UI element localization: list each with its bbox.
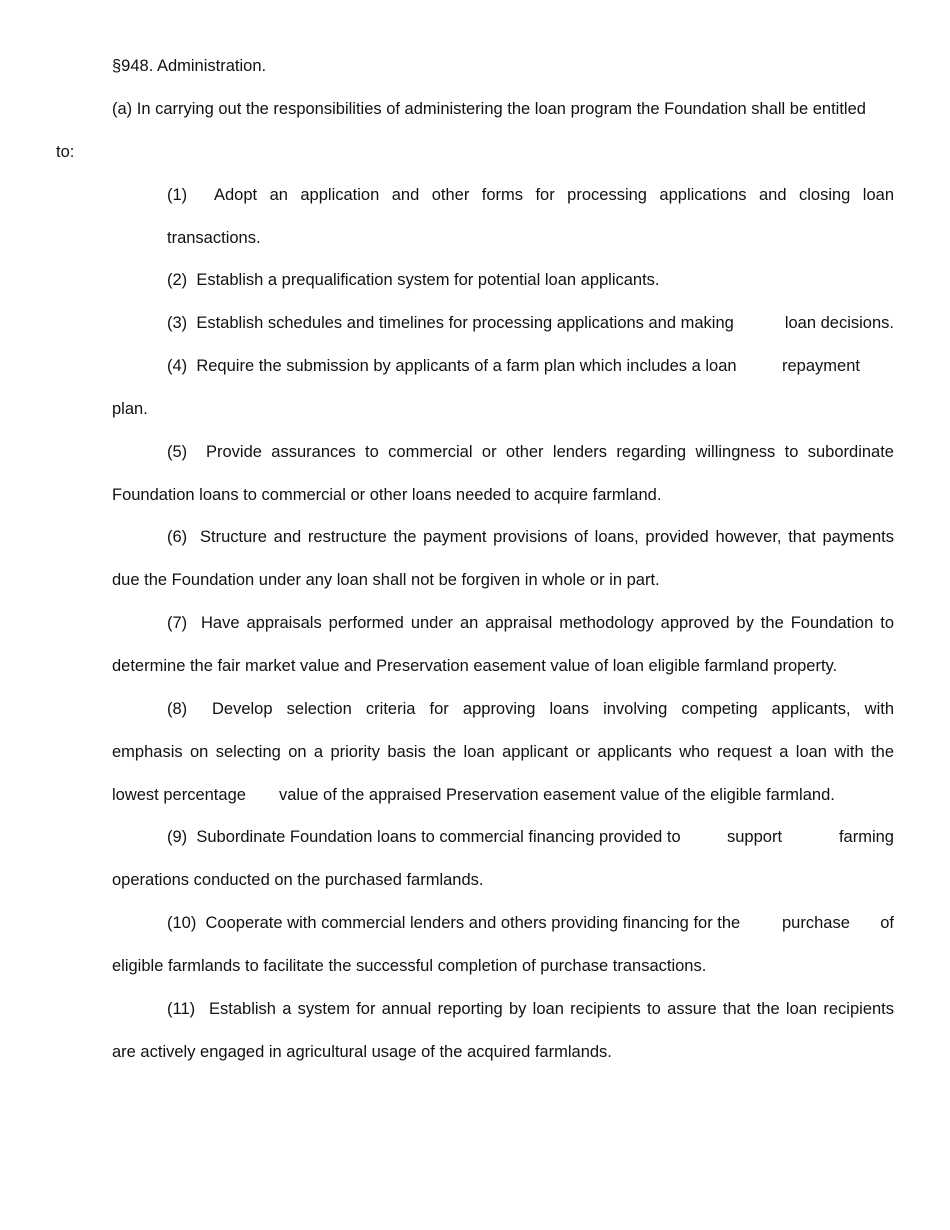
item-3-text-b: loan decisions.: [784, 314, 894, 332]
item-4-text-b: repayment: [782, 357, 860, 375]
item-8-label: (8): [167, 700, 188, 718]
item-11-line-2: are actively engaged in agricultural usage of the acquired farmlands.: [112, 1043, 612, 1061]
item-4-text-a: Require the submission by applicants of a farm plan which includes a loan: [196, 357, 737, 375]
section-heading: §948. Administration.: [112, 57, 267, 75]
item-1-line-2: transactions.: [167, 229, 261, 247]
item-9-text-b: support: [727, 828, 783, 846]
item-10-text-b: purchase: [782, 914, 850, 932]
item-5-text: Provide assurances to commercial or other lenders regarding willingness to subordinate: [206, 443, 894, 461]
item-4-label: (4): [167, 357, 188, 375]
item-7-label: (7): [167, 614, 188, 632]
item-4-line-2: plan.: [112, 400, 148, 418]
item-11-label: (11): [167, 1000, 196, 1018]
intro-line-2: to:: [56, 143, 75, 161]
item-10-text-c: of: [880, 914, 894, 932]
item-2-line-1: [167, 270, 660, 290]
item-3-line-1: [167, 313, 894, 333]
item-7-line-2: determine the fair market value and Preservation easement value of loan eligible farmland property.: [112, 657, 838, 675]
item-6-line-1: [167, 527, 894, 547]
item-10-label: (10): [167, 914, 197, 932]
item-8-text: Develop selection criteria for approving loans involving competing applicants, with: [212, 700, 894, 718]
item-9-text-c: farming: [838, 828, 894, 846]
item-6-label: (6): [167, 528, 188, 546]
item-2-text: Establish a prequalification system for potential loan applicants.: [196, 271, 660, 289]
item-7-text: Have appraisals performed under an appraisal methodology approved by the Foundation to: [201, 614, 894, 632]
item-9-line-1: [167, 827, 894, 847]
item-4-line-1: [167, 356, 894, 376]
item-10-line-2: eligible farmlands to facilitate the successful completion of purchase transactions.: [112, 957, 707, 975]
item-5-line-1: [167, 442, 894, 462]
intro-line-1: (a) In carrying out the responsibilities of administering the loan program the Foundation shall be entitled: [112, 100, 866, 118]
item-8-line-3: [112, 785, 894, 805]
item-8-text-3a: lowest percentage: [112, 786, 246, 804]
item-5-line-2: Foundation loans to commercial or other loans needed to acquire farmland.: [112, 486, 662, 504]
item-1-label: (1): [167, 186, 188, 204]
item-10-text-a: Cooperate with commercial lenders and others providing financing for the: [205, 914, 741, 932]
item-2-label: (2): [167, 271, 188, 289]
item-8-line-2: emphasis on selecting on a priority basis the loan applicant or applicants who request a loan with the: [112, 743, 894, 761]
item-6-line-2: due the Foundation under any loan shall not be forgiven in whole or in part.: [112, 571, 660, 589]
item-9-text-a: Subordinate Foundation loans to commercial financing provided to: [196, 828, 681, 846]
item-7-line-1: [167, 613, 894, 633]
item-1-line-1: [167, 185, 894, 205]
item-11-text: Establish a system for annual reporting by loan recipients to assure that the loan recipients: [209, 1000, 894, 1018]
item-9-label: (9): [167, 828, 188, 846]
item-5-label: (5): [167, 443, 188, 461]
item-8-text-3b: value of the appraised Preservation easement value of the eligible farmland.: [279, 786, 835, 804]
item-10-line-1: [167, 913, 894, 933]
item-8-line-1: [167, 699, 894, 719]
item-9-line-2: operations conducted on the purchased farmlands.: [112, 871, 484, 889]
item-3-text-a: Establish schedules and timelines for processing applications and making: [196, 314, 734, 332]
item-1-text: Adopt an application and other forms for processing applications and closing loan: [214, 186, 894, 204]
item-3-label: (3): [167, 314, 188, 332]
item-11-line-1: [167, 999, 894, 1019]
item-6-text: Structure and restructure the payment provisions of loans, provided however, that payments: [200, 528, 894, 546]
